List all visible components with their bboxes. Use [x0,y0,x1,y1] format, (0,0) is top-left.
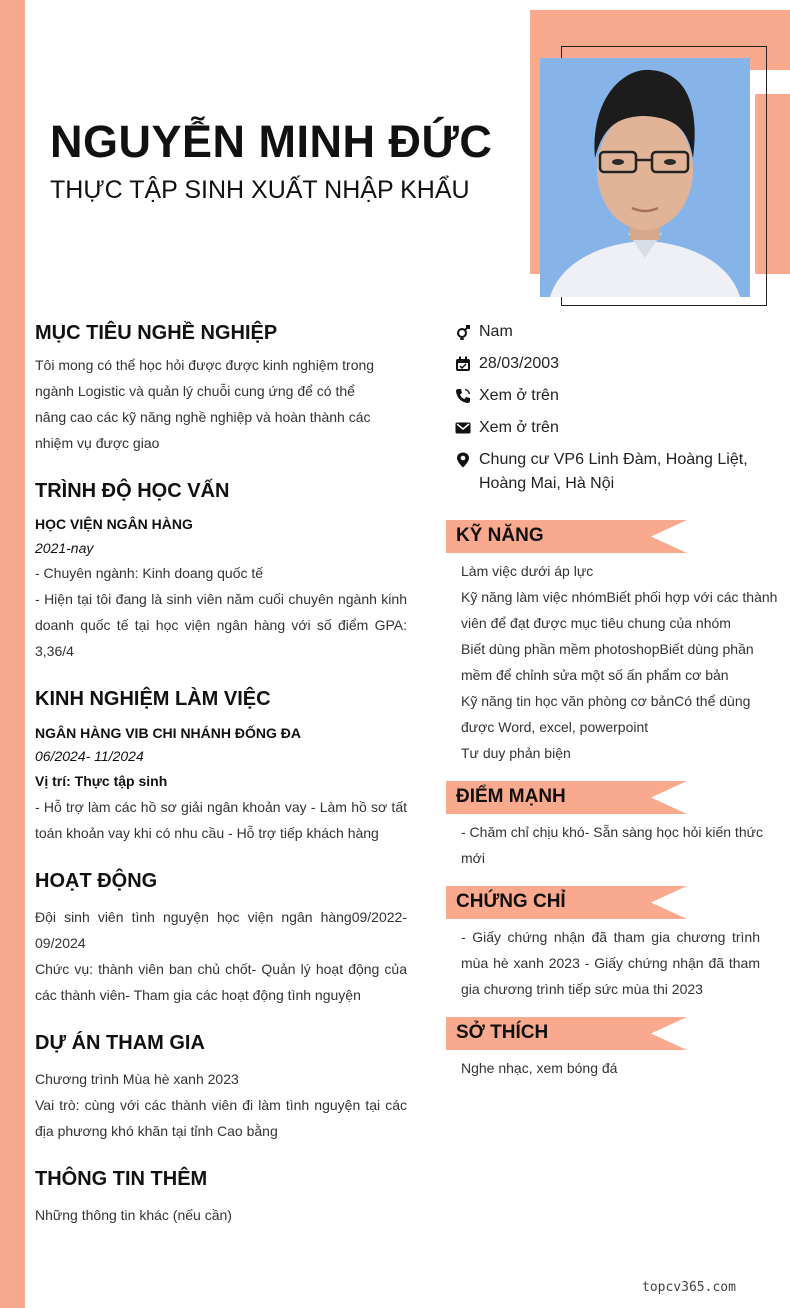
skill-item: Làm việc dưới áp lực [461,563,594,579]
email-text: Xem ở trên [479,419,559,436]
hobbies-text: Nghe nhạc, xem bóng đá [461,1060,618,1076]
projects-name: Chương trình Mùa hè xanh 2023 [35,1071,239,1087]
projects-heading: DỰ ÁN THAM GIA [35,1032,205,1054]
contact-phone [455,384,775,408]
phone-icon [455,388,471,404]
address-text: Chung cư VP6 Linh Đàm, Hoàng Liệt, Hoàng Mai, Hà Nội [479,451,748,492]
contact-email [455,416,775,440]
additional-text: Những thông tin khác (nếu cần) [35,1207,232,1223]
calendar-icon [455,356,471,372]
education-heading: TRÌNH ĐỘ HỌC VẤN [35,480,230,502]
skill-item: Kỹ năng tin học văn phòng cơ bảnCó thể dùng được Word, excel, powerpoint [461,693,751,735]
activities-heading: HOẠT ĐỘNG [35,870,158,892]
projects-role: Vai trò: cùng với các thành viên đi làm tình nguyện tại các địa phương khó khăn tại tỉnh Cao bằng [35,1097,407,1139]
objective-heading: MỤC TIÊU NGHỀ NGHIỆP [35,322,278,344]
experience-description: - Hỗ trợ làm các hồ sơ giải ngân khoản vay - Làm hồ sơ tất toán khoản vay khi có nhu cầu - Hỗ trợ tiếp khách hàng [35,799,407,841]
strengths-ribbon [446,781,687,814]
site-watermark: topcv365.com [642,1280,736,1295]
experience-company: NGÂN HÀNG VIB CHI NHÁNH ĐỐNG ĐA [35,725,301,741]
activities-organization: Đội sinh viên tình nguyện học viện ngân hàng09/2022-09/2024 [35,909,407,951]
contact-address [455,448,775,496]
mail-icon [455,420,471,436]
skills-heading: KỸ NĂNG [456,525,544,546]
strengths-heading: ĐIỂM MẠNH [456,786,566,807]
gender-text: Nam [479,323,513,340]
education-major: - Chuyên ngành: Kinh doang quốc tế [35,565,264,581]
certificates-text: - Giấy chứng nhận đã tham gia chương trình mùa hè xanh 2023 - Giấy chứng nhận đã tham gia chương trình tiếp sức mùa thi 2023 [461,929,760,997]
phone-text: Xem ở trên [479,387,559,404]
skill-item: Kỹ năng làm việc nhómBiết phối hợp với các thành viên để đạt được mục tiêu chung của nhóm [461,589,778,631]
certificates-heading: CHỨNG CHỈ [456,891,566,912]
left-accent-stripe [0,0,25,1308]
experience-position: Vị trí: Thực tập sinh [35,773,168,789]
objective-text: Tôi mong có thể học hỏi được được kinh nghiệm trong ngành Logistic và quản lý chuỗi cung ứng để có thể nâng cao các kỹ năng nghề nghiệp và hoàn thành các nhiệm vụ được giao [35,357,375,451]
education-description: - Hiện tại tôi đang là sinh viên năm cuối chuyên ngành kinh doanh quốc tế tại học viện ngân hàng với số điểm GPA: 3,36/4 [35,591,407,659]
hobbies-ribbon [446,1017,687,1050]
job-title: THỰC TẬP SINH XUẤT NHẬP KHẨU [50,176,470,204]
skill-item: Tư duy phản biện [461,745,571,761]
experience-heading: KINH NGHIỆM LÀM VIỆC [35,688,271,710]
location-pin-icon [455,452,471,468]
candidate-name: NGUYỄN MINH ĐỨC [50,116,493,167]
education-period: 2021-nay [35,540,94,556]
certificates-ribbon [446,886,687,919]
additional-heading: THÔNG TIN THÊM [35,1168,208,1190]
skills-ribbon [446,520,687,553]
profile-photo [540,58,750,297]
experience-period: 06/2024- 11/2024 [35,748,144,764]
birthday-text: 28/03/2003 [479,355,560,372]
strengths-text: - Chăm chỉ chịu khó- Sẵn sàng học hỏi kiến thức mới [461,824,763,866]
education-school: HỌC VIỆN NGÂN HÀNG [35,516,193,532]
contact-birthday [455,352,775,376]
hobbies-heading: SỞ THÍCH [456,1022,549,1043]
activities-role: Chức vụ: thành viên ban chủ chốt- Quản lý hoạt động của các thành viên- Tham gia các hoạt động tình nguyện [35,961,407,1003]
gender-icon [455,324,471,340]
contact-gender [455,320,775,344]
profile-photo-illustration [540,58,750,297]
skill-item: Biết dùng phần mềm photoshopBiết dùng phần mềm để chỉnh sửa một số ấn phẩm cơ bản [461,641,754,683]
